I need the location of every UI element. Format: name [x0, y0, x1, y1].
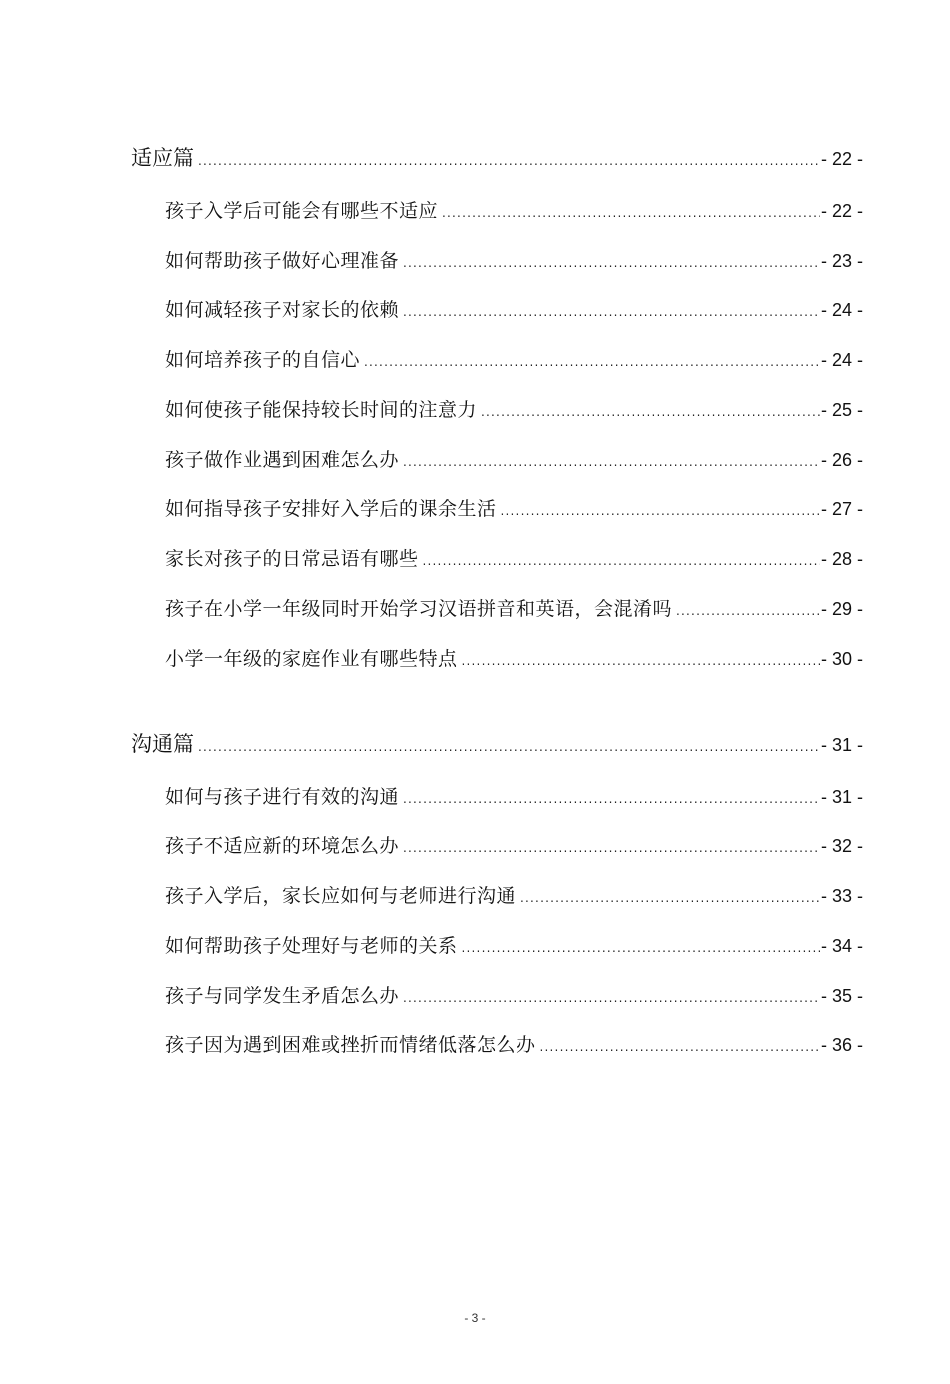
toc-dot-leader	[403, 447, 820, 477]
toc-page-number: - 36 -	[820, 1035, 863, 1055]
toc-dot-leader	[501, 496, 820, 526]
toc-entry[interactable]	[165, 295, 863, 325]
toc-dot-leader	[481, 397, 820, 427]
toc-entry[interactable]	[165, 594, 863, 624]
toc-entry[interactable]	[165, 782, 863, 812]
toc-entry-title: 家长对孩子的日常忌语有哪些	[165, 548, 419, 570]
toc-entry[interactable]	[165, 881, 863, 911]
toc-page-number: - 28 -	[820, 549, 863, 569]
toc-page-number: - 29 -	[820, 599, 863, 619]
toc-entry-title: 孩子与同学发生矛盾怎么办	[165, 985, 400, 1007]
toc-dot-leader	[403, 784, 820, 814]
toc-entry[interactable]	[165, 931, 863, 961]
toc-dot-leader	[442, 198, 820, 228]
toc-entry[interactable]	[165, 395, 863, 425]
toc-dot-leader	[520, 883, 820, 913]
toc-dot-leader	[676, 596, 820, 626]
toc-page-number: - 30 -	[820, 649, 863, 669]
toc-dot-leader	[423, 546, 820, 576]
toc-page-number: - 34 -	[820, 936, 863, 956]
toc-entry[interactable]	[165, 196, 863, 226]
toc-dot-leader	[364, 347, 820, 377]
toc-dot-leader	[198, 732, 820, 762]
toc-dot-leader	[462, 646, 820, 676]
toc-page-number: - 23 -	[820, 251, 863, 271]
toc-entry[interactable]	[165, 981, 863, 1011]
toc-entry-title: 如何帮助孩子做好心理准备	[165, 250, 400, 272]
toc-entry-title: 孩子不适应新的环境怎么办	[165, 835, 400, 857]
toc-entry[interactable]	[165, 644, 863, 674]
toc-page-number: - 35 -	[820, 986, 863, 1006]
toc-page-number: - 27 -	[820, 499, 863, 519]
toc-section-heading[interactable]	[131, 729, 863, 759]
toc-entry-title: 孩子入学后，家长应如何与老师进行沟通	[165, 885, 517, 907]
toc-entry[interactable]	[165, 445, 863, 475]
page-footer-number: - 3 -	[464, 1311, 486, 1325]
toc-dot-leader	[403, 833, 820, 863]
toc-dot-leader	[403, 248, 820, 278]
toc-entry-title: 如何指导孩子安排好入学后的课余生活	[165, 498, 497, 520]
toc-entry-title: 如何减轻孩子对家长的依赖	[165, 299, 400, 321]
toc-page-number: - 22 -	[820, 201, 863, 221]
toc-entry-title: 如何培养孩子的自信心	[165, 349, 361, 371]
toc-section-heading[interactable]	[131, 143, 863, 173]
toc-entry-title: 小学一年级的家庭作业有哪些特点	[165, 648, 458, 670]
toc-page-number: - 25 -	[820, 400, 863, 420]
toc-page-number: - 24 -	[820, 350, 863, 370]
toc-dot-leader	[462, 933, 820, 963]
toc-page-number: - 24 -	[820, 300, 863, 320]
toc-entry[interactable]	[165, 831, 863, 861]
toc-page-number: - 32 -	[820, 836, 863, 856]
toc-dot-leader	[403, 297, 820, 327]
toc-entry[interactable]	[165, 345, 863, 375]
toc-dot-leader	[198, 146, 820, 176]
toc-entry-title: 孩子做作业遇到困难怎么办	[165, 449, 400, 471]
toc-page-number: - 31 -	[820, 787, 863, 807]
toc-entry[interactable]	[165, 1030, 863, 1060]
toc-entry[interactable]	[165, 494, 863, 524]
toc-entry-title: 如何帮助孩子处理好与老师的关系	[165, 935, 458, 957]
toc-entry-title: 孩子在小学一年级同时开始学习汉语拼音和英语，会混淆吗	[165, 598, 673, 620]
toc-dot-leader	[540, 1032, 820, 1062]
toc-entry-title: 孩子入学后可能会有哪些不适应	[165, 200, 439, 222]
toc-page-number: - 33 -	[820, 886, 863, 906]
toc-entry[interactable]	[165, 544, 863, 574]
toc-dot-leader	[403, 983, 820, 1013]
toc-section-title: 沟通篇	[131, 732, 194, 756]
toc-entry-title: 孩子因为遇到困难或挫折而情绪低落怎么办	[165, 1034, 536, 1056]
toc-page-number: - 26 -	[820, 450, 863, 470]
toc-section-title: 适应篇	[131, 146, 194, 170]
toc-page-number: - 22 -	[820, 149, 863, 169]
toc-entry-title: 如何使孩子能保持较长时间的注意力	[165, 399, 478, 421]
toc-entry[interactable]	[165, 246, 863, 276]
toc-page-number: - 31 -	[820, 735, 863, 755]
toc-entry-title: 如何与孩子进行有效的沟通	[165, 786, 400, 808]
